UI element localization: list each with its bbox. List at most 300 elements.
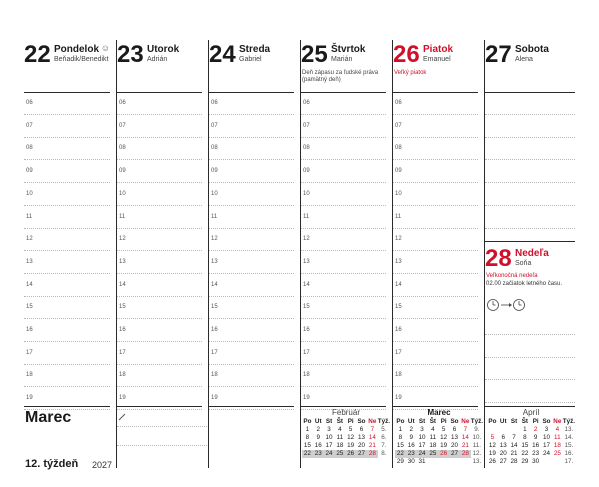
mini-calendar-cell[interactable]: [552, 458, 563, 466]
mini-calendar-cell[interactable]: 28: [368, 450, 376, 457]
hour-row[interactable]: [24, 319, 110, 342]
bottom-rule: [209, 406, 294, 407]
hour-label: 08: [26, 145, 33, 152]
hour-row[interactable]: [209, 251, 294, 274]
mini-calendar-cell[interactable]: [449, 458, 460, 466]
hour-label: 06: [211, 100, 218, 106]
day-note: Veľký piatok: [394, 70, 427, 76]
day-name: Sobota: [515, 44, 549, 55]
mini-calendar-cell[interactable]: 3: [327, 426, 331, 433]
mini-calendar-cell[interactable]: 10: [418, 434, 426, 441]
hour-label: 07: [395, 122, 402, 129]
hour-label: 18: [26, 372, 33, 379]
hour-row[interactable]: [117, 274, 202, 297]
hour-row[interactable]: [24, 92, 110, 115]
mini-calendar-cell[interactable]: 4: [431, 426, 435, 433]
bottom-rule: [485, 406, 575, 407]
mini-calendar-marec: [395, 408, 483, 466]
hour-label: 16: [119, 327, 126, 333]
hour-row[interactable]: [117, 137, 202, 160]
weekday-header: Týž.: [470, 418, 483, 425]
hour-row[interactable]: [301, 206, 386, 229]
sunday-note-easter: Veľkonočná nedeľa: [486, 273, 538, 279]
hour-row[interactable]: [209, 274, 294, 297]
hour-label: 17: [395, 349, 402, 356]
mini-calendar-cell[interactable]: 2: [533, 426, 538, 433]
hour-row[interactable]: [117, 115, 202, 138]
hour-row[interactable]: [117, 206, 202, 229]
hour-row[interactable]: [393, 137, 478, 160]
hour-label: 16: [303, 327, 310, 333]
mini-calendar-cell[interactable]: 30: [407, 458, 415, 465]
hour-row[interactable]: [209, 92, 294, 115]
hour-label: 19: [395, 395, 402, 402]
hour-row[interactable]: [117, 183, 202, 206]
mini-calendar-cell[interactable]: 16.: [564, 450, 574, 457]
mini-calendar-cell[interactable]: 1: [523, 426, 527, 433]
sunday-rule: [485, 241, 575, 242]
day-number: 27: [485, 41, 512, 68]
hour-row[interactable]: [209, 342, 294, 365]
mini-calendar-cell[interactable]: 15: [303, 442, 311, 449]
year-label: 2027: [92, 460, 113, 470]
mini-calendar-cell[interactable]: 3: [420, 426, 424, 433]
mini-calendar-cell[interactable]: 11: [429, 434, 437, 441]
hour-label: 14: [26, 281, 33, 288]
hour-label: 12: [303, 236, 310, 243]
mini-calendar-cell[interactable]: 9: [409, 434, 413, 441]
mini-calendar-cell[interactable]: 5: [490, 434, 495, 441]
hour-label: 10: [211, 190, 218, 197]
hour-row[interactable]: [393, 251, 478, 274]
mini-calendar-cell[interactable]: 13.: [472, 458, 482, 465]
hour-row[interactable]: [24, 206, 110, 229]
mini-calendar-cell[interactable]: 29: [396, 458, 404, 465]
hour-row[interactable]: [209, 183, 294, 206]
hour-row[interactable]: [24, 160, 110, 183]
hour-label: 15: [26, 304, 33, 311]
weekday-header: Št: [521, 418, 529, 425]
mini-calendar-cell[interactable]: 12: [440, 434, 448, 441]
hour-label: 09: [119, 168, 126, 175]
mini-calendar-cell[interactable]: 17.: [564, 458, 574, 465]
mini-calendar-cell[interactable]: 9: [533, 434, 538, 441]
hour-row[interactable]: [485, 183, 575, 206]
hour-row[interactable]: [209, 228, 294, 251]
hour-row[interactable]: [117, 319, 202, 342]
hour-row[interactable]: [301, 115, 386, 138]
hour-label: 14: [211, 281, 218, 288]
mini-calendar-cell[interactable]: 23: [314, 450, 322, 457]
sunday-row[interactable]: [485, 357, 575, 380]
mini-calendar-apríl: [487, 408, 575, 466]
hour-row[interactable]: [24, 183, 110, 206]
day-number: 24: [209, 41, 236, 68]
mini-calendar-cell[interactable]: 28: [461, 450, 469, 457]
day-number: 23: [117, 41, 144, 68]
hour-label: 06: [303, 100, 310, 106]
hour-row[interactable]: [117, 251, 202, 274]
hour-label: 18: [395, 372, 402, 379]
mini-calendar-cell[interactable]: 27: [358, 450, 366, 457]
hour-row[interactable]: [24, 251, 110, 274]
mini-calendar-cell[interactable]: 13: [451, 434, 459, 441]
mini-calendar-cell[interactable]: 12.: [472, 450, 482, 457]
hour-row[interactable]: [24, 296, 110, 319]
hour-row[interactable]: [393, 364, 478, 387]
mini-calendar-cell[interactable]: 27: [499, 458, 507, 465]
mini-calendar-cell[interactable]: 10: [325, 434, 333, 441]
mini-calendar-cell[interactable]: 18: [553, 442, 561, 449]
day-number: 26: [393, 41, 420, 68]
mini-calendar-cell[interactable]: 24: [543, 450, 551, 457]
hour-label: 08: [119, 145, 126, 152]
hour-label: 15: [395, 304, 402, 311]
hour-label: 08: [211, 145, 218, 152]
mini-calendar-cell[interactable]: 4: [338, 426, 342, 433]
notes-line[interactable]: [117, 426, 207, 427]
hour-row[interactable]: [209, 364, 294, 387]
hour-row[interactable]: [209, 160, 294, 183]
mini-calendar-cell[interactable]: 15: [521, 442, 529, 449]
hour-label: 19: [119, 395, 126, 402]
mini-calendar-cell[interactable]: 2: [316, 426, 320, 433]
hour-row[interactable]: [117, 342, 202, 365]
mini-calendar-cell[interactable]: 16: [532, 442, 540, 449]
hour-row[interactable]: [209, 296, 294, 319]
hour-label: 17: [211, 349, 218, 356]
mini-calendar-cell[interactable]: 18: [429, 442, 437, 449]
mini-calendar-cell[interactable]: 3: [544, 426, 549, 433]
hour-row[interactable]: [24, 364, 110, 387]
sunday-name: Nedeľa: [515, 248, 549, 259]
mini-calendar-cell[interactable]: 21: [461, 442, 469, 449]
mini-calendar-cell[interactable]: 14: [510, 442, 518, 449]
month-label: Marec: [25, 409, 72, 426]
mini-calendar-cell[interactable]: 20: [451, 442, 459, 449]
hour-row[interactable]: [209, 137, 294, 160]
hour-row[interactable]: [24, 342, 110, 365]
mini-calendar-cell[interactable]: 26: [347, 450, 355, 457]
mini-calendar-cell[interactable]: 30: [532, 458, 540, 465]
mini-calendar-cell[interactable]: 9: [316, 434, 320, 441]
notes-line[interactable]: [117, 445, 207, 446]
mini-calendar-cell[interactable]: 5.: [381, 426, 387, 433]
hour-row[interactable]: [393, 319, 478, 342]
mini-calendar-cell[interactable]: 17: [325, 442, 333, 449]
mini-calendar-cell[interactable]: 15: [396, 442, 404, 449]
mini-calendar-cell[interactable]: 15.: [564, 442, 574, 449]
weekday-header: Pi: [347, 418, 354, 425]
mini-calendar-cell[interactable]: 22: [303, 450, 311, 457]
weekday-header: Št: [429, 418, 437, 425]
mini-calendar-cell[interactable]: 14.: [564, 434, 574, 441]
hour-label: 18: [303, 372, 310, 379]
day-number: 25: [301, 41, 328, 68]
hour-row[interactable]: [301, 364, 386, 387]
hour-row[interactable]: [393, 92, 478, 115]
mini-calendar-cell[interactable]: 7: [512, 434, 516, 441]
sunday-row[interactable]: [485, 312, 575, 335]
mini-calendar-cell[interactable]: [460, 458, 471, 466]
hour-label: 06: [26, 100, 33, 106]
hour-row[interactable]: [301, 342, 386, 365]
mini-calendar-cell[interactable]: 6: [359, 426, 364, 433]
hour-row[interactable]: [24, 115, 110, 138]
hour-label: 17: [119, 349, 126, 356]
mini-calendar-cell[interactable]: 19: [347, 442, 355, 449]
weekday-header: Ut: [314, 418, 322, 425]
mini-calendar-cell[interactable]: 9.: [474, 426, 480, 433]
hour-label: 11: [303, 213, 310, 220]
mini-calendar-cell[interactable]: 8: [523, 434, 527, 441]
hour-label: 07: [26, 122, 33, 129]
mini-calendar-cell[interactable]: 7: [463, 426, 468, 433]
hour-label: 14: [395, 281, 402, 288]
hour-label: 12: [119, 236, 126, 243]
mini-calendar-cell[interactable]: 23: [407, 450, 415, 457]
hour-label: 11: [26, 213, 33, 220]
mini-calendar-cell[interactable]: 16: [407, 442, 415, 449]
hour-label: 10: [26, 190, 33, 197]
mini-calendar-cell[interactable]: 10: [543, 434, 551, 441]
hour-label: 11: [211, 213, 218, 220]
hour-row[interactable]: [393, 183, 478, 206]
mini-calendar-cell[interactable]: 20: [358, 442, 366, 449]
hour-row[interactable]: [301, 319, 386, 342]
hour-label: 14: [119, 281, 126, 288]
weekday-header: So: [542, 418, 551, 425]
hour-label: 12: [26, 236, 33, 243]
hour-row[interactable]: [393, 296, 478, 319]
bottom-rule: [393, 406, 478, 407]
weekday-header: Po: [488, 418, 497, 425]
mini-calendar-cell[interactable]: 31: [418, 458, 426, 465]
hour-row[interactable]: [301, 251, 386, 274]
mini-calendar-cell[interactable]: 10.: [472, 434, 482, 441]
mini-calendar-cell[interactable]: 14: [461, 434, 469, 441]
mini-calendar-cell[interactable]: 19: [488, 450, 496, 457]
hour-row[interactable]: [485, 137, 575, 160]
hour-label: 06: [395, 100, 402, 106]
weekday-header: Týž.: [377, 418, 390, 425]
weekday-header: Po: [303, 418, 312, 425]
day-name: Piatok: [423, 44, 454, 55]
mini-calendar-cell[interactable]: 17: [418, 442, 426, 449]
nameday: Emanuel: [423, 56, 451, 63]
hour-row[interactable]: [393, 274, 478, 297]
sunday-row[interactable]: [485, 380, 575, 403]
hour-row[interactable]: [485, 206, 575, 229]
mini-calendar-grid: [302, 418, 390, 458]
day-column-piatok: [393, 40, 478, 468]
hour-label: 09: [395, 168, 402, 175]
mini-calendar-cell[interactable]: 6.: [381, 434, 387, 441]
hour-row[interactable]: [209, 319, 294, 342]
mini-calendar-cell[interactable]: 20: [499, 450, 507, 457]
mini-calendar-cell[interactable]: 22: [396, 450, 404, 457]
mini-calendar-cell[interactable]: [498, 426, 509, 434]
hour-row[interactable]: [301, 274, 386, 297]
hour-row[interactable]: [485, 115, 575, 138]
hour-row[interactable]: [485, 160, 575, 183]
nameday: Adrián: [147, 56, 168, 63]
mini-calendar-cell[interactable]: [438, 458, 449, 466]
hour-label: 19: [211, 395, 218, 402]
mini-calendar-cell[interactable]: 21: [510, 450, 518, 457]
sunday-number: 28: [485, 245, 512, 272]
hour-row[interactable]: [485, 92, 575, 115]
mini-calendar-cell[interactable]: 13: [358, 434, 366, 441]
bottom-rule: [117, 406, 202, 407]
hour-label: 19: [26, 395, 33, 402]
mini-calendar-cell[interactable]: 27: [451, 450, 459, 457]
mini-calendar-cell[interactable]: 14: [368, 434, 376, 441]
mini-calendar-cell[interactable]: 12: [488, 442, 496, 449]
hour-label: 13: [303, 258, 310, 265]
mini-calendar-cell[interactable]: 13.: [564, 426, 574, 433]
mini-calendar-cell[interactable]: 19: [440, 442, 448, 449]
mini-calendar-cell[interactable]: 24: [418, 450, 426, 457]
hour-label: 10: [303, 190, 310, 197]
hour-row[interactable]: [301, 92, 386, 115]
mini-calendar-cell[interactable]: 16: [314, 442, 322, 449]
weekday-header: Št: [336, 418, 344, 425]
hour-row[interactable]: [301, 137, 386, 160]
mini-calendar-title: Marec: [427, 408, 451, 417]
hour-row[interactable]: [301, 296, 386, 319]
sunday-row[interactable]: [485, 335, 575, 358]
hour-label: 06: [119, 100, 126, 106]
mini-calendar-cell[interactable]: 12: [347, 434, 355, 441]
mini-calendar-title: Apríl: [522, 408, 540, 417]
mini-calendar-cell[interactable]: 25: [429, 450, 437, 457]
hour-row[interactable]: [393, 160, 478, 183]
weekday-header: Ut: [407, 418, 415, 425]
mini-calendar-cell[interactable]: 18: [336, 442, 344, 449]
mini-calendar-cell[interactable]: 26: [488, 458, 496, 465]
mini-calendar-cell[interactable]: 26: [440, 450, 448, 457]
hour-row[interactable]: [24, 137, 110, 160]
weekday-header: Pi: [440, 418, 447, 425]
weekday-header: Ne: [461, 418, 470, 425]
mini-calendar-cell[interactable]: 7.: [381, 442, 387, 449]
mini-calendar-cell[interactable]: 5: [348, 426, 353, 433]
hour-row[interactable]: [393, 206, 478, 229]
hour-label: 12: [211, 236, 218, 243]
hour-label: 12: [395, 236, 402, 243]
hour-row[interactable]: [24, 228, 110, 251]
mini-calendar-cell[interactable]: 23: [532, 450, 540, 457]
sunday-nameday: Soňa: [515, 260, 532, 267]
hour-label: 19: [303, 395, 310, 402]
mini-calendar-cell[interactable]: 6: [452, 426, 457, 433]
weekday-header: Po: [396, 418, 405, 425]
hour-label: 13: [26, 258, 33, 265]
mini-calendar-cell[interactable]: [541, 458, 552, 466]
mini-calendar-cell[interactable]: 13: [499, 442, 507, 449]
hour-row[interactable]: [393, 342, 478, 365]
mini-calendar-cell[interactable]: 8: [398, 434, 403, 441]
weekday-header: Ne: [553, 418, 562, 425]
hour-row[interactable]: [117, 364, 202, 387]
mini-calendar-cell[interactable]: 4: [555, 426, 560, 433]
hour-row[interactable]: [393, 228, 478, 251]
hour-row[interactable]: [117, 160, 202, 183]
day-name: Utorok: [147, 44, 180, 55]
mini-calendar-cell[interactable]: 28: [510, 458, 518, 465]
mini-calendar-cell[interactable]: 8: [305, 434, 310, 441]
hour-label: 15: [303, 304, 310, 311]
mini-calendar-cell[interactable]: 6: [501, 434, 505, 441]
mini-calendar-cell[interactable]: 8.: [381, 450, 387, 457]
mini-calendar-február: [302, 408, 390, 458]
day-column-štvrtok: [301, 40, 386, 468]
mini-calendar-cell[interactable]: 1: [305, 426, 310, 433]
mini-calendar-cell[interactable]: [427, 458, 438, 466]
day-note: Deň zápasu za ľudské práva (pamätný deň): [302, 70, 379, 83]
day-column-utorok: [117, 40, 202, 468]
hour-row[interactable]: [24, 274, 110, 297]
day-number: 22: [24, 41, 51, 68]
mini-calendar-cell[interactable]: 1: [398, 426, 403, 433]
mini-calendar-cell[interactable]: 7: [370, 426, 375, 433]
mini-calendar-cell[interactable]: 11.: [472, 442, 481, 449]
hour-row[interactable]: [117, 92, 202, 115]
mini-calendar-cell[interactable]: 22: [521, 450, 529, 457]
nameday: Gabriel: [239, 56, 262, 63]
mini-calendar-cell[interactable]: 17: [543, 442, 551, 449]
hour-row[interactable]: [209, 115, 294, 138]
day-column-pondelok: [24, 40, 113, 470]
mini-calendar-cell[interactable]: 11: [554, 434, 561, 441]
mini-calendar-cell[interactable]: 5: [441, 426, 446, 433]
weekday-header: So: [450, 418, 459, 425]
mini-calendar-grid: [395, 418, 483, 466]
mini-calendar-cell[interactable]: 2: [409, 426, 413, 433]
bottom-rule: [301, 406, 386, 407]
hour-label: 15: [119, 304, 126, 311]
hour-row[interactable]: [117, 296, 202, 319]
mini-calendar-cell[interactable]: 11: [336, 434, 344, 441]
hour-row[interactable]: [209, 206, 294, 229]
weekday-header: St: [510, 418, 518, 425]
hour-row[interactable]: [301, 160, 386, 183]
mini-calendar-cell[interactable]: 29: [521, 458, 529, 465]
mini-calendar-cell[interactable]: 24: [325, 450, 333, 457]
hour-label: 13: [119, 258, 126, 265]
hour-row[interactable]: [117, 228, 202, 251]
day-column-streda: [209, 40, 294, 468]
hour-row[interactable]: [393, 115, 478, 138]
hour-row[interactable]: [301, 228, 386, 251]
mini-calendar-cell[interactable]: [487, 426, 498, 434]
hour-label: 07: [211, 122, 218, 129]
hour-label: 11: [395, 213, 402, 220]
hour-label: 07: [303, 122, 310, 129]
weekday-header: So: [357, 418, 366, 425]
mini-calendar-cell[interactable]: 21: [368, 442, 376, 449]
mini-calendar-cell[interactable]: [509, 426, 520, 434]
mini-calendar-cell[interactable]: 25: [553, 450, 561, 457]
mini-calendar-cell[interactable]: 25: [336, 450, 344, 457]
nameday: Marián: [331, 56, 353, 63]
hour-label: 17: [303, 349, 310, 356]
hour-label: 09: [211, 168, 218, 175]
hour-label: 07: [119, 122, 126, 129]
day-column-sobota: [485, 40, 575, 468]
hour-row[interactable]: [301, 183, 386, 206]
